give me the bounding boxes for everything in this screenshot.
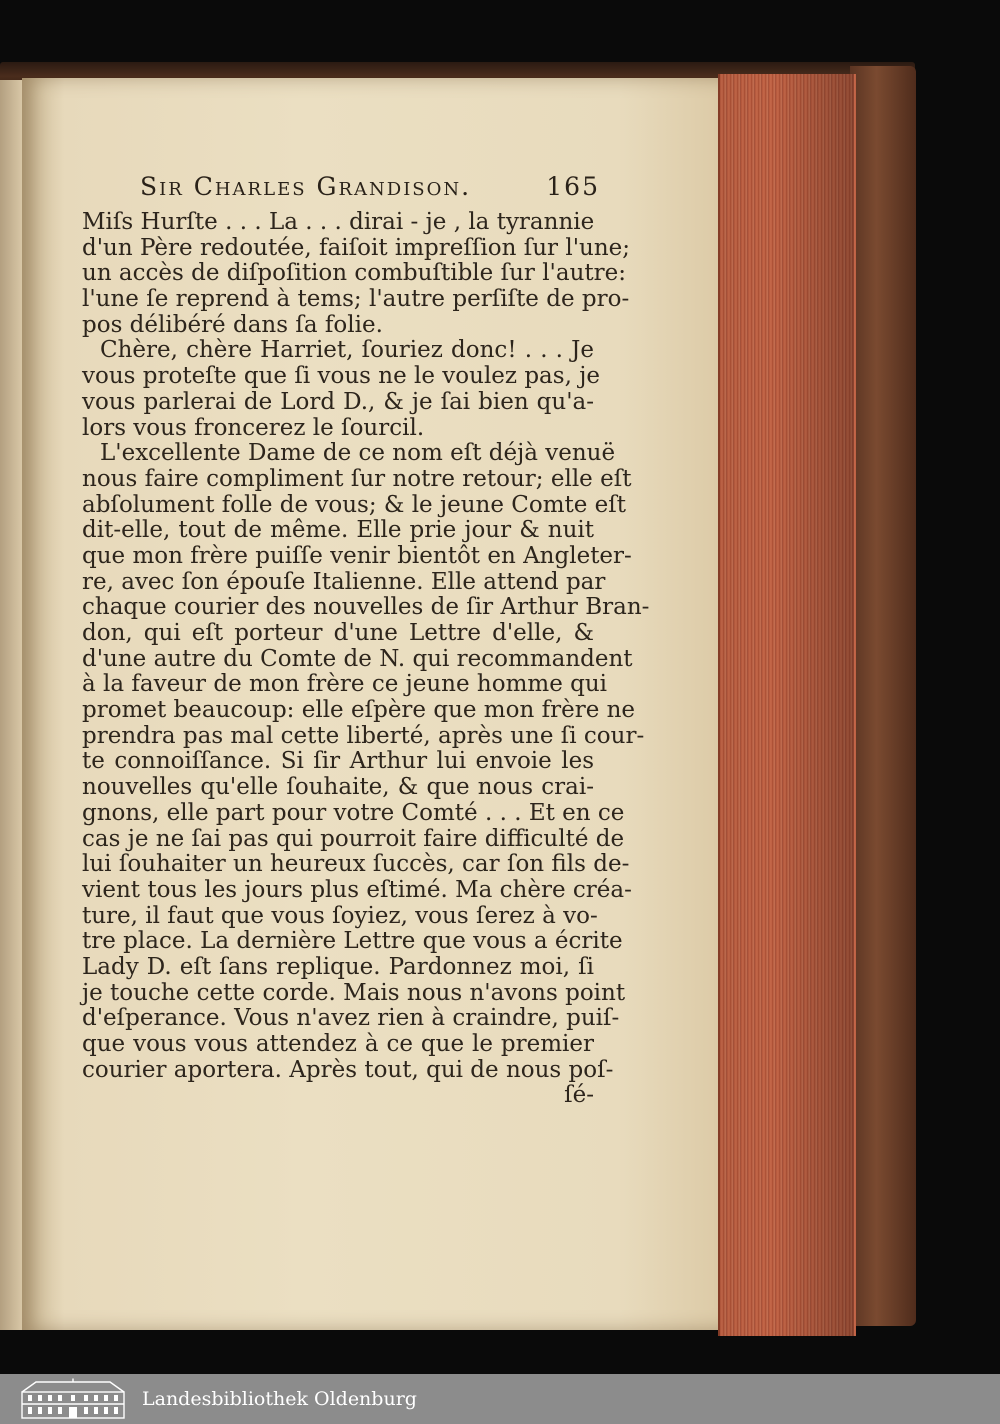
institution-name: Landesbibliothek Oldenburg [142, 1388, 417, 1410]
text-line: don, qui eſt porteur d'une Lettre d'elle, & [82, 620, 594, 646]
text-line: nous faire compliment ſur notre retour; elle eſt [82, 465, 632, 492]
text-line: que vous vous attendez à ce que le premier [82, 1031, 594, 1057]
text-line: courier aportera. Après tout, qui de nous poſ- [82, 1056, 614, 1083]
text-line: d'une autre du Comte de N. qui recommandent [82, 645, 633, 672]
text-line: prendra pas mal cette liberté, après une ſi cour- [82, 722, 645, 749]
running-title: Sir Charles Grandison. [140, 172, 472, 201]
text-line: promet beaucoup: elle eſpère que mon frère ne [82, 697, 636, 724]
text-line: vient tous les jours plus eſtimé. Ma chère créa- [82, 876, 632, 903]
text-line: chaque courier des nouvelles de ſir Arthur Bran- [82, 594, 650, 621]
text-line: je touche cette corde. Mais nous n'avons point [82, 979, 626, 1006]
text-line: un accès de diſpoſition combuſtible ſur l'autre: [82, 260, 627, 287]
text-line: nouvelles qu'elle ſouhaite, & que nous crai- [82, 774, 594, 801]
text-line: dit-elle, tout de même. Elle prie jour & nuit [82, 517, 594, 544]
catchword: ſé- [564, 1082, 594, 1109]
book-cover-right [850, 66, 916, 1326]
page-edges-shade [718, 74, 854, 1336]
text-line: te connoiſſance. Si ſir Arthur lui envoie les [82, 748, 594, 775]
text-line: lui ſouhaiter un heureux ſuccès, car ſon fils de- [82, 851, 630, 878]
text-line: pos délibéré dans ſa folie. [82, 311, 383, 338]
text-line: ture, il faut que vous ſoyiez, vous ſerez à vo- [82, 902, 598, 929]
running-head [140, 172, 600, 206]
footer-bar [0, 1374, 1000, 1424]
text-line: cas je ne ſai pas qui pourroit faire difficulté de [82, 825, 625, 852]
text-line: abſolument folle de vous; & le jeune Comte eſt [82, 491, 627, 518]
text-line: L'excellente Dame de ce nom eſt déjà venuë [100, 440, 616, 467]
page-number: 165 [546, 172, 600, 201]
text-line: tre place. La dernière Lettre que vous a écrite [82, 928, 623, 955]
text-line: gnons, elle part pour votre Comté . . . Et en ce [82, 799, 625, 826]
text-line: lors vous froncerez le ſourcil. [82, 414, 425, 441]
text-line: d'eſperance. Vous n'avez rien à craindre, puiſ- [82, 1005, 620, 1032]
text-line: d'un Père redoutée, faiſoit impreſſion ſur l'une; [82, 234, 631, 261]
text-line: Miſs Hurſte . . . La . . . dirai - je , la tyrannie [82, 209, 595, 235]
text-line: à la faveur de mon frère ce jeune homme qui [82, 671, 608, 698]
text-line: vous proteſte que ſi vous ne le voulez pas, je [82, 363, 600, 390]
library-building-icon [18, 1378, 128, 1420]
facing-page-edge [0, 80, 22, 1330]
page-text [82, 209, 650, 1109]
text-line: vous parlerai de Lord D., & je ſai bien qu'a- [82, 388, 594, 415]
text-line: Lady D. eſt ſans replique. Pardonnez moi, ſi [82, 953, 594, 980]
text-line: Chère, chère Harriet, ſouriez donc! . . . Je [100, 337, 594, 364]
text-line: que mon frère puiſſe venir bientôt en Angleter- [82, 542, 632, 569]
text-line: re, avec ſon épouſe Italienne. Elle attend par [82, 568, 606, 595]
text-line: l'une ſe reprend à tems; l'autre perſiſte de pro- [82, 286, 630, 313]
